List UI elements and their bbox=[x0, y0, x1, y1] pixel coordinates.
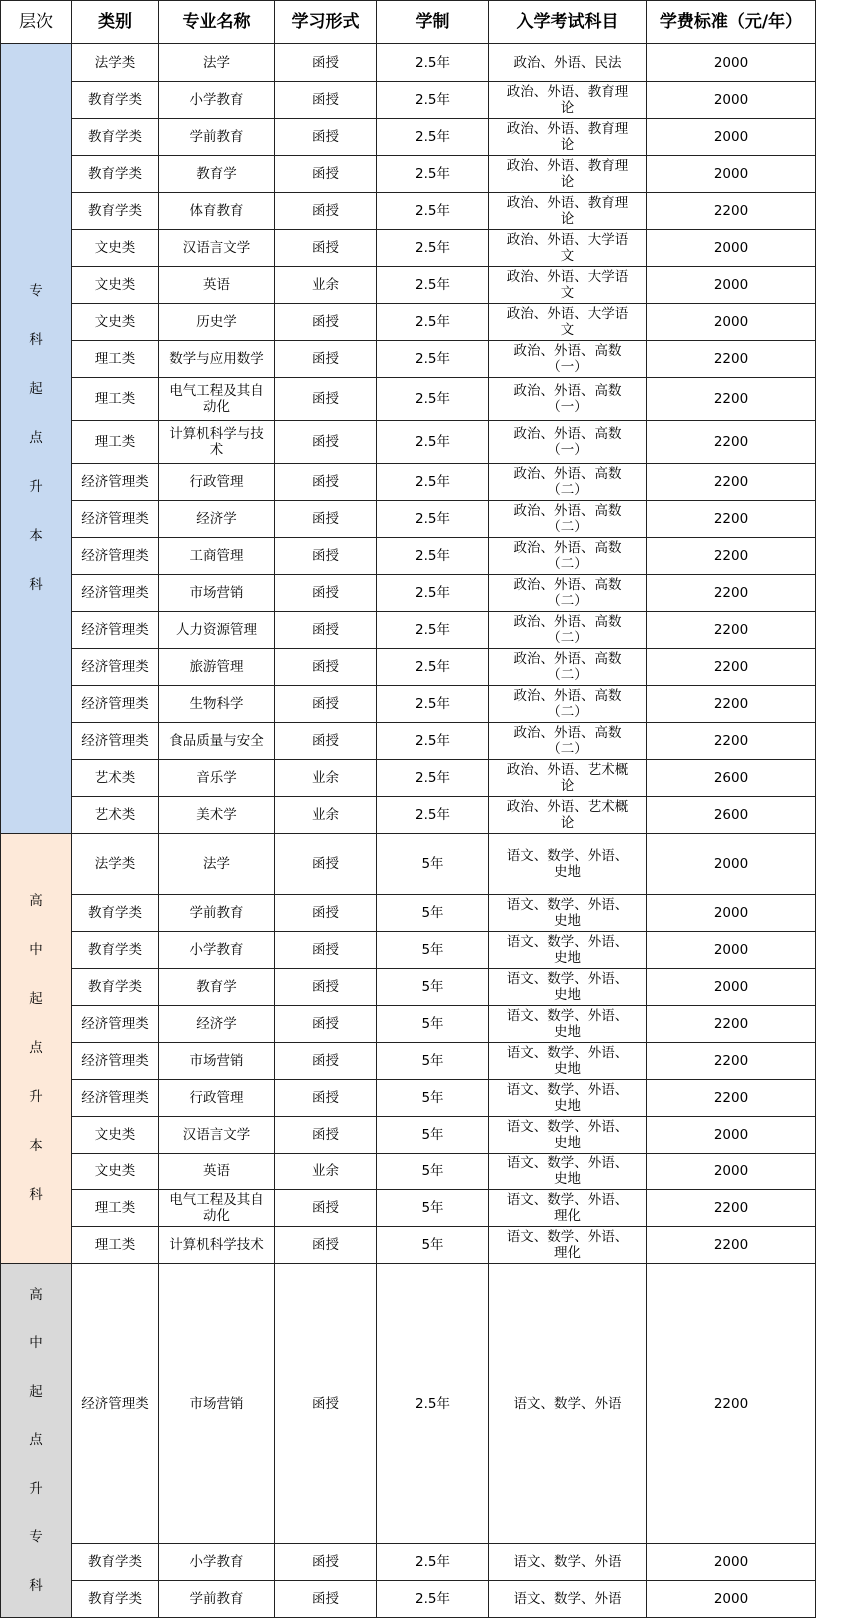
duration-cell: 5年 bbox=[377, 1116, 489, 1153]
fee-cell: 2000 bbox=[647, 1153, 816, 1190]
table-row bbox=[1, 229, 816, 266]
subjects-cell: 政治、外语、教育理论 bbox=[489, 118, 647, 155]
duration-cell: 5年 bbox=[377, 931, 489, 968]
form-cell: 函授 bbox=[275, 686, 377, 723]
fee-cell: 2200 bbox=[647, 421, 816, 464]
table-row bbox=[1, 538, 816, 575]
header-major: 专业名称 bbox=[159, 1, 275, 44]
major-cell: 体育教育 bbox=[159, 192, 275, 229]
major-cell: 旅游管理 bbox=[159, 649, 275, 686]
category-cell: 文史类 bbox=[72, 266, 159, 303]
major-cell: 市场营销 bbox=[159, 575, 275, 612]
subjects-cell: 政治、外语、教育理论 bbox=[489, 155, 647, 192]
fee-cell: 2000 bbox=[647, 1580, 816, 1617]
table-row bbox=[1, 1264, 816, 1543]
duration-cell: 2.5年 bbox=[377, 538, 489, 575]
duration-cell: 5年 bbox=[377, 1227, 489, 1264]
form-cell: 业余 bbox=[275, 266, 377, 303]
major-cell: 生物科学 bbox=[159, 686, 275, 723]
fee-cell: 2000 bbox=[647, 229, 816, 266]
fee-cell: 2600 bbox=[647, 760, 816, 797]
category-cell: 经济管理类 bbox=[72, 612, 159, 649]
subjects-cell: 政治、外语、高数（二） bbox=[489, 723, 647, 760]
major-cell: 小学教育 bbox=[159, 1543, 275, 1580]
major-cell: 人力资源管理 bbox=[159, 612, 275, 649]
subjects-cell: 政治、外语、高数（二） bbox=[489, 501, 647, 538]
fee-cell: 2000 bbox=[647, 303, 816, 340]
duration-cell: 2.5年 bbox=[377, 1264, 489, 1543]
major-cell: 英语 bbox=[159, 266, 275, 303]
form-cell: 函授 bbox=[275, 1190, 377, 1227]
form-cell: 函授 bbox=[275, 464, 377, 501]
subjects-cell: 语文、数学、外语、史地 bbox=[489, 1005, 647, 1042]
category-cell: 教育学类 bbox=[72, 1543, 159, 1580]
table-row bbox=[1, 1190, 816, 1227]
major-cell: 音乐学 bbox=[159, 760, 275, 797]
duration-cell: 5年 bbox=[377, 1042, 489, 1079]
header-subjects: 入学考试科目 bbox=[489, 1, 647, 44]
major-cell: 经济学 bbox=[159, 501, 275, 538]
fee-cell: 2200 bbox=[647, 1264, 816, 1543]
subjects-cell: 政治、外语、高数（二） bbox=[489, 464, 647, 501]
category-cell: 理工类 bbox=[72, 340, 159, 377]
fee-cell: 2000 bbox=[647, 44, 816, 82]
duration-cell: 2.5年 bbox=[377, 44, 489, 82]
subjects-cell: 语文、数学、外语、史地 bbox=[489, 1079, 647, 1116]
subjects-cell: 语文、数学、外语、史地 bbox=[489, 968, 647, 1005]
category-cell: 法学类 bbox=[72, 834, 159, 895]
level-label: 专科起点升本科 bbox=[29, 283, 43, 593]
category-cell: 经济管理类 bbox=[72, 538, 159, 575]
table-row bbox=[1, 82, 816, 119]
duration-cell: 5年 bbox=[377, 1005, 489, 1042]
duration-cell: 2.5年 bbox=[377, 612, 489, 649]
table-row bbox=[1, 155, 816, 192]
category-cell: 文史类 bbox=[72, 1153, 159, 1190]
major-cell: 学前教育 bbox=[159, 118, 275, 155]
major-cell: 美术学 bbox=[159, 797, 275, 834]
fee-cell: 2200 bbox=[647, 1227, 816, 1264]
category-cell: 经济管理类 bbox=[72, 464, 159, 501]
category-cell: 法学类 bbox=[72, 44, 159, 82]
table-row bbox=[1, 1227, 816, 1264]
subjects-cell: 政治、外语、高数（二） bbox=[489, 538, 647, 575]
fee-cell: 2200 bbox=[647, 1190, 816, 1227]
subjects-cell: 语文、数学、外语、理化 bbox=[489, 1227, 647, 1264]
header-form: 学习形式 bbox=[275, 1, 377, 44]
category-cell: 经济管理类 bbox=[72, 1042, 159, 1079]
form-cell: 函授 bbox=[275, 1116, 377, 1153]
table-row bbox=[1, 266, 816, 303]
level-label: 高中起点升专科 bbox=[29, 1286, 43, 1594]
subjects-cell: 政治、外语、大学语文 bbox=[489, 303, 647, 340]
fee-cell: 2000 bbox=[647, 1543, 816, 1580]
category-cell: 理工类 bbox=[72, 1190, 159, 1227]
table-row bbox=[1, 760, 816, 797]
table-row bbox=[1, 377, 816, 420]
form-cell: 函授 bbox=[275, 1264, 377, 1543]
fee-cell: 2200 bbox=[647, 723, 816, 760]
subjects-cell: 语文、数学、外语 bbox=[489, 1543, 647, 1580]
category-cell: 教育学类 bbox=[72, 192, 159, 229]
subjects-cell: 政治、外语、民法 bbox=[489, 44, 647, 82]
major-cell: 市场营销 bbox=[159, 1264, 275, 1543]
category-cell: 艺术类 bbox=[72, 797, 159, 834]
table-row bbox=[1, 118, 816, 155]
table-row bbox=[1, 931, 816, 968]
fee-cell: 2200 bbox=[647, 377, 816, 420]
category-cell: 经济管理类 bbox=[72, 1005, 159, 1042]
subjects-cell: 语文、数学、外语、理化 bbox=[489, 1190, 647, 1227]
category-cell: 理工类 bbox=[72, 1227, 159, 1264]
duration-cell: 2.5年 bbox=[377, 501, 489, 538]
fee-cell: 2200 bbox=[647, 612, 816, 649]
form-cell: 函授 bbox=[275, 834, 377, 895]
header-category: 类别 bbox=[72, 1, 159, 44]
fee-cell: 2000 bbox=[647, 894, 816, 931]
fee-cell: 2200 bbox=[647, 686, 816, 723]
form-cell: 函授 bbox=[275, 575, 377, 612]
fee-cell: 2200 bbox=[647, 501, 816, 538]
duration-cell: 5年 bbox=[377, 834, 489, 895]
header-duration: 学制 bbox=[377, 1, 489, 44]
subjects-cell: 政治、外语、高数（二） bbox=[489, 575, 647, 612]
fee-cell: 2000 bbox=[647, 155, 816, 192]
duration-cell: 2.5年 bbox=[377, 229, 489, 266]
duration-cell: 5年 bbox=[377, 968, 489, 1005]
fee-cell: 2000 bbox=[647, 931, 816, 968]
form-cell: 函授 bbox=[275, 1042, 377, 1079]
category-cell: 经济管理类 bbox=[72, 1079, 159, 1116]
table-row bbox=[1, 303, 816, 340]
category-cell: 教育学类 bbox=[72, 82, 159, 119]
category-cell: 文史类 bbox=[72, 229, 159, 266]
form-cell: 函授 bbox=[275, 968, 377, 1005]
category-cell: 经济管理类 bbox=[72, 501, 159, 538]
subjects-cell: 语文、数学、外语、史地 bbox=[489, 931, 647, 968]
fee-cell: 2000 bbox=[647, 968, 816, 1005]
subjects-cell: 政治、外语、高数（一） bbox=[489, 340, 647, 377]
category-cell: 教育学类 bbox=[72, 155, 159, 192]
form-cell: 函授 bbox=[275, 538, 377, 575]
form-cell: 函授 bbox=[275, 612, 377, 649]
form-cell: 业余 bbox=[275, 1153, 377, 1190]
duration-cell: 2.5年 bbox=[377, 192, 489, 229]
category-cell: 教育学类 bbox=[72, 968, 159, 1005]
major-cell: 历史学 bbox=[159, 303, 275, 340]
header-fee: 学费标准（元/年） bbox=[647, 1, 816, 44]
subjects-cell: 政治、外语、高数（一） bbox=[489, 421, 647, 464]
major-cell: 电气工程及其自动化 bbox=[159, 377, 275, 420]
duration-cell: 2.5年 bbox=[377, 1543, 489, 1580]
table-row bbox=[1, 44, 816, 82]
category-cell: 教育学类 bbox=[72, 931, 159, 968]
duration-cell: 2.5年 bbox=[377, 1580, 489, 1617]
subjects-cell: 语文、数学、外语、史地 bbox=[489, 834, 647, 895]
major-cell: 法学 bbox=[159, 834, 275, 895]
major-cell: 计算机科学与技术 bbox=[159, 421, 275, 464]
subjects-cell: 语文、数学、外语 bbox=[489, 1264, 647, 1543]
table-row bbox=[1, 649, 816, 686]
fee-cell: 2000 bbox=[647, 1116, 816, 1153]
subjects-cell: 政治、外语、高数（二） bbox=[489, 686, 647, 723]
form-cell: 函授 bbox=[275, 1005, 377, 1042]
major-cell: 计算机科学技术 bbox=[159, 1227, 275, 1264]
major-cell: 小学教育 bbox=[159, 82, 275, 119]
duration-cell: 2.5年 bbox=[377, 421, 489, 464]
fee-cell: 2200 bbox=[647, 1042, 816, 1079]
fee-cell: 2200 bbox=[647, 464, 816, 501]
form-cell: 函授 bbox=[275, 723, 377, 760]
form-cell: 函授 bbox=[275, 118, 377, 155]
category-cell: 理工类 bbox=[72, 421, 159, 464]
category-cell: 教育学类 bbox=[72, 1580, 159, 1617]
form-cell: 函授 bbox=[275, 649, 377, 686]
table-row bbox=[1, 575, 816, 612]
form-cell: 函授 bbox=[275, 192, 377, 229]
subjects-cell: 政治、外语、高数（二） bbox=[489, 649, 647, 686]
category-cell: 经济管理类 bbox=[72, 686, 159, 723]
form-cell: 函授 bbox=[275, 1079, 377, 1116]
subjects-cell: 政治、外语、高数（一） bbox=[489, 377, 647, 420]
duration-cell: 2.5年 bbox=[377, 82, 489, 119]
form-cell: 函授 bbox=[275, 1580, 377, 1617]
subjects-cell: 政治、外语、教育理论 bbox=[489, 82, 647, 119]
major-cell: 教育学 bbox=[159, 968, 275, 1005]
form-cell: 函授 bbox=[275, 340, 377, 377]
form-cell: 函授 bbox=[275, 931, 377, 968]
fee-cell: 2000 bbox=[647, 118, 816, 155]
fee-cell: 2000 bbox=[647, 266, 816, 303]
form-cell: 函授 bbox=[275, 501, 377, 538]
table-row bbox=[1, 192, 816, 229]
subjects-cell: 语文、数学、外语、史地 bbox=[489, 1116, 647, 1153]
fee-cell: 2600 bbox=[647, 797, 816, 834]
major-cell: 市场营销 bbox=[159, 1042, 275, 1079]
fee-cell: 2200 bbox=[647, 192, 816, 229]
table-row bbox=[1, 797, 816, 834]
duration-cell: 2.5年 bbox=[377, 723, 489, 760]
fee-cell: 2000 bbox=[647, 82, 816, 119]
major-cell: 教育学 bbox=[159, 155, 275, 192]
duration-cell: 2.5年 bbox=[377, 686, 489, 723]
table-row bbox=[1, 1116, 816, 1153]
duration-cell: 2.5年 bbox=[377, 266, 489, 303]
duration-cell: 2.5年 bbox=[377, 575, 489, 612]
form-cell: 函授 bbox=[275, 82, 377, 119]
table-row bbox=[1, 1153, 816, 1190]
subjects-cell: 政治、外语、高数（二） bbox=[489, 612, 647, 649]
duration-cell: 2.5年 bbox=[377, 797, 489, 834]
table-row bbox=[1, 723, 816, 760]
major-cell: 食品质量与安全 bbox=[159, 723, 275, 760]
major-cell: 数学与应用数学 bbox=[159, 340, 275, 377]
form-cell: 函授 bbox=[275, 894, 377, 931]
fee-cell: 2000 bbox=[647, 834, 816, 895]
table-body bbox=[1, 44, 816, 1618]
form-cell: 函授 bbox=[275, 1227, 377, 1264]
table-row bbox=[1, 464, 816, 501]
table-row bbox=[1, 421, 816, 464]
fee-cell: 2200 bbox=[647, 1005, 816, 1042]
category-cell: 文史类 bbox=[72, 1116, 159, 1153]
table-row bbox=[1, 968, 816, 1005]
table-row bbox=[1, 340, 816, 377]
duration-cell: 2.5年 bbox=[377, 760, 489, 797]
category-cell: 经济管理类 bbox=[72, 649, 159, 686]
subjects-cell: 语文、数学、外语、史地 bbox=[489, 1153, 647, 1190]
major-cell: 学前教育 bbox=[159, 1580, 275, 1617]
level-cell bbox=[1, 44, 72, 834]
duration-cell: 5年 bbox=[377, 894, 489, 931]
fee-cell: 2200 bbox=[647, 1079, 816, 1116]
subjects-cell: 政治、外语、艺术概论 bbox=[489, 797, 647, 834]
duration-cell: 2.5年 bbox=[377, 377, 489, 420]
subjects-cell: 政治、外语、教育理论 bbox=[489, 192, 647, 229]
form-cell: 函授 bbox=[275, 229, 377, 266]
table-row bbox=[1, 1580, 816, 1617]
header-row bbox=[1, 1, 816, 44]
duration-cell: 2.5年 bbox=[377, 303, 489, 340]
major-cell: 行政管理 bbox=[159, 464, 275, 501]
duration-cell: 2.5年 bbox=[377, 340, 489, 377]
major-cell: 经济学 bbox=[159, 1005, 275, 1042]
fee-cell: 2200 bbox=[647, 340, 816, 377]
form-cell: 函授 bbox=[275, 421, 377, 464]
form-cell: 函授 bbox=[275, 1543, 377, 1580]
major-cell: 汉语言文学 bbox=[159, 229, 275, 266]
subjects-cell: 语文、数学、外语 bbox=[489, 1580, 647, 1617]
major-cell: 电气工程及其自动化 bbox=[159, 1190, 275, 1227]
duration-cell: 2.5年 bbox=[377, 118, 489, 155]
level-label: 高中起点升本科 bbox=[29, 893, 43, 1204]
category-cell: 艺术类 bbox=[72, 760, 159, 797]
duration-cell: 2.5年 bbox=[377, 649, 489, 686]
form-cell: 业余 bbox=[275, 760, 377, 797]
subjects-cell: 语文、数学、外语、史地 bbox=[489, 1042, 647, 1079]
major-cell: 英语 bbox=[159, 1153, 275, 1190]
form-cell: 业余 bbox=[275, 797, 377, 834]
fee-cell: 2200 bbox=[647, 649, 816, 686]
duration-cell: 5年 bbox=[377, 1190, 489, 1227]
category-cell: 教育学类 bbox=[72, 118, 159, 155]
category-cell: 理工类 bbox=[72, 377, 159, 420]
form-cell: 函授 bbox=[275, 155, 377, 192]
duration-cell: 2.5年 bbox=[377, 464, 489, 501]
major-cell: 汉语言文学 bbox=[159, 1116, 275, 1153]
duration-cell: 2.5年 bbox=[377, 155, 489, 192]
category-cell: 文史类 bbox=[72, 303, 159, 340]
table-row bbox=[1, 1005, 816, 1042]
fee-cell: 2200 bbox=[647, 538, 816, 575]
level-cell bbox=[1, 834, 72, 1264]
subjects-cell: 政治、外语、大学语文 bbox=[489, 266, 647, 303]
table-row bbox=[1, 501, 816, 538]
major-cell: 小学教育 bbox=[159, 931, 275, 968]
category-cell: 经济管理类 bbox=[72, 1264, 159, 1543]
major-cell: 法学 bbox=[159, 44, 275, 82]
subjects-cell: 语文、数学、外语、史地 bbox=[489, 894, 647, 931]
major-cell: 行政管理 bbox=[159, 1079, 275, 1116]
category-cell: 教育学类 bbox=[72, 894, 159, 931]
table-row bbox=[1, 1079, 816, 1116]
fee-cell: 2200 bbox=[647, 575, 816, 612]
level-cell bbox=[1, 1264, 72, 1618]
category-cell: 经济管理类 bbox=[72, 575, 159, 612]
form-cell: 函授 bbox=[275, 377, 377, 420]
duration-cell: 5年 bbox=[377, 1153, 489, 1190]
table-row bbox=[1, 894, 816, 931]
table-row bbox=[1, 1543, 816, 1580]
major-cell: 工商管理 bbox=[159, 538, 275, 575]
major-cell: 学前教育 bbox=[159, 894, 275, 931]
form-cell: 函授 bbox=[275, 44, 377, 82]
subjects-cell: 政治、外语、艺术概论 bbox=[489, 760, 647, 797]
form-cell: 函授 bbox=[275, 303, 377, 340]
category-cell: 经济管理类 bbox=[72, 723, 159, 760]
table-row bbox=[1, 1042, 816, 1079]
table-row bbox=[1, 834, 816, 895]
subjects-cell: 政治、外语、大学语文 bbox=[489, 229, 647, 266]
duration-cell: 5年 bbox=[377, 1079, 489, 1116]
table-row bbox=[1, 612, 816, 649]
table-row bbox=[1, 686, 816, 723]
header-level: 层次 bbox=[1, 1, 72, 44]
